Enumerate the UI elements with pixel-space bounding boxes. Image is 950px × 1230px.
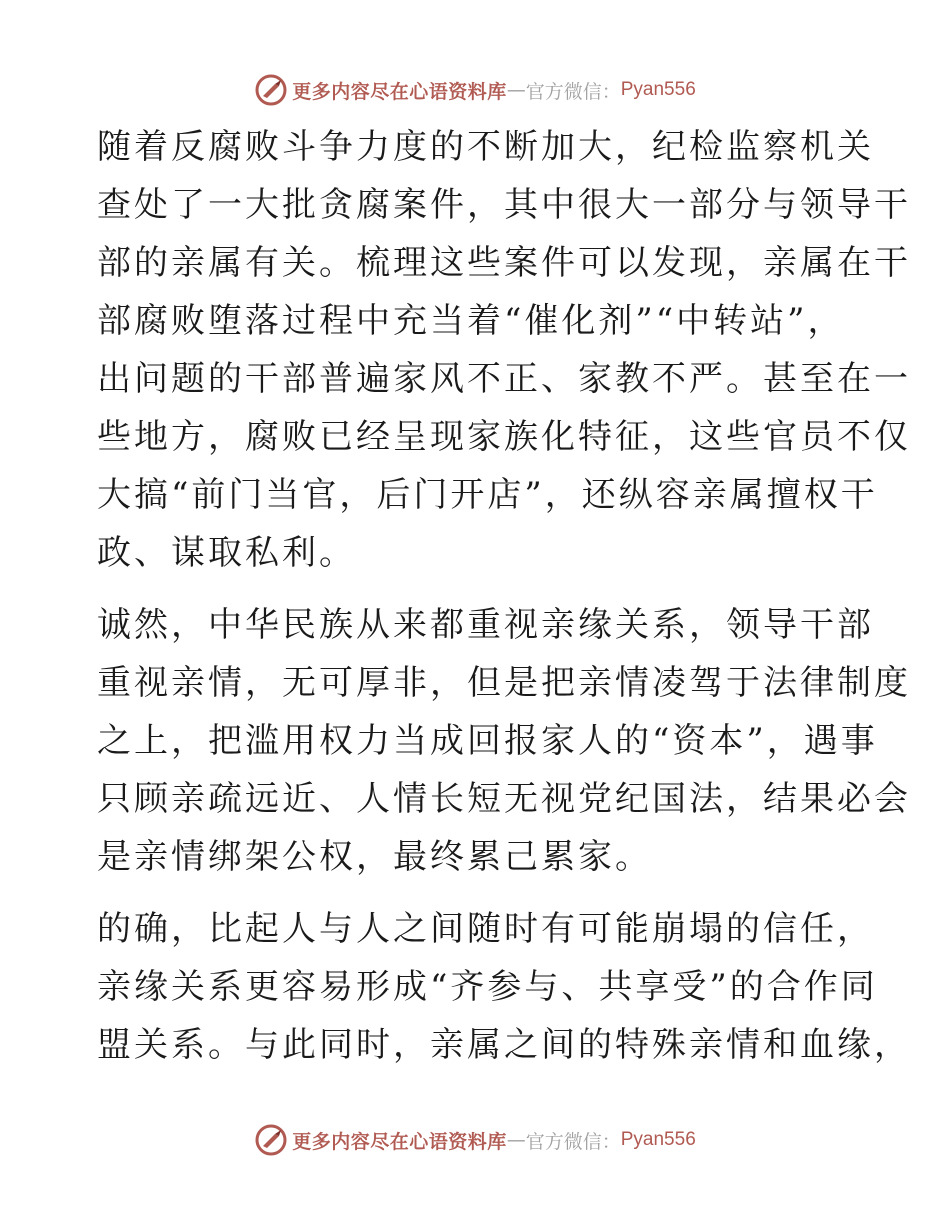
- banner-wechat-label: 官方微信：: [525, 80, 621, 103]
- paragraph-3: [97, 900, 911, 1074]
- text-line: 重视亲情，无可厚非，但是把亲情凌驾于法律制度: [97, 663, 911, 703]
- text-line: 只顾亲疏远近、人情长短无视党纪国法，结果必会: [97, 779, 911, 819]
- text-line: 随着反腐败斗争力度的不断加大，纪检监察机关: [97, 127, 874, 167]
- brand-logo-icon: [254, 1123, 288, 1157]
- text-line: 之上，把滥用权力当成回报家人的“资本”，遇事: [97, 721, 878, 761]
- banner-main-text: 更多内容尽在心语资料库: [292, 1130, 507, 1153]
- text-line: 政、谋取私利。: [97, 533, 356, 573]
- banner-separator: —: [506, 79, 526, 101]
- text-line: 出问题的干部普遍家风不正、家教不严。甚至在一: [97, 359, 911, 399]
- text-line: 部腐败堕落过程中充当着“催化剂”“中转站”，: [97, 301, 845, 341]
- text-line: 诚然，中华民族从来都重视亲缘关系，领导干部: [97, 605, 874, 645]
- text-line: 盟关系。与此同时，亲属之间的特殊亲情和血缘，: [97, 1025, 911, 1065]
- text-line: 些地方，腐败已经呈现家族化特征，这些官员不仅: [97, 417, 911, 457]
- document-body: [97, 118, 911, 1088]
- banner-separator: —: [506, 1129, 526, 1151]
- banner-main-text: 更多内容尽在心语资料库: [292, 80, 507, 103]
- brand-logo-icon: [254, 73, 288, 107]
- text-line: 部的亲属有关。梳理这些案件可以发现，亲属在干: [97, 243, 911, 283]
- text-line: 亲缘关系更容易形成“齐参与、共享受”的合作同: [97, 967, 878, 1007]
- banner-wechat-id: Pyan556: [620, 79, 696, 100]
- text-line: 是亲情绑架公权，最终累己累家。: [97, 837, 652, 877]
- banner-wechat-label: 官方微信：: [525, 1130, 621, 1153]
- text-line: 的确，比起人与人之间随时有可能崩塌的信任，: [97, 909, 874, 949]
- text-line: 大搞“前门当官，后门开店”，还纵容亲属擅权干: [97, 475, 878, 515]
- text-line: 查处了一大批贪腐案件，其中很大一部分与领导干: [97, 185, 911, 225]
- footer-banner: [0, 1120, 950, 1160]
- paragraph-2: [97, 596, 911, 886]
- header-banner: [0, 70, 950, 110]
- paragraph-1: [97, 118, 911, 582]
- banner-wechat-id: Pyan556: [620, 1129, 696, 1150]
